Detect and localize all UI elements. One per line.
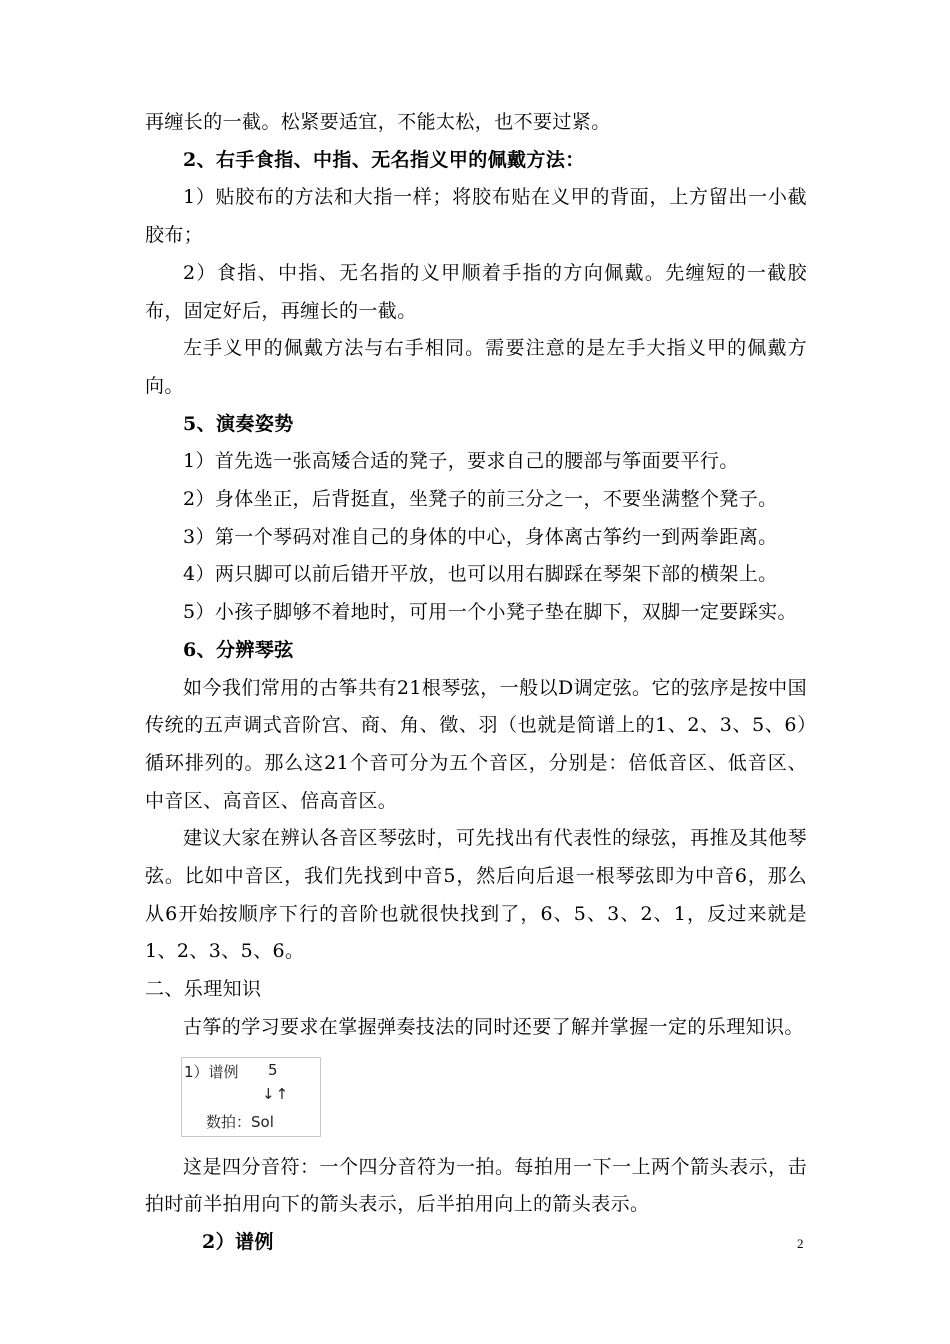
- paragraph: 这是四分音符：一个四分音符为一拍。每拍用一下一上两个箭头表示，击拍时前半拍用向下的箭头表示，后半拍用向上的箭头表示。: [145, 1155, 807, 1216]
- paragraph: 再缠长的一截。松紧要适宜，不能太松，也不要过紧。: [145, 111, 611, 133]
- paragraph: 6、分辨琴弦: [183, 638, 294, 661]
- music-example-figure: [181, 1057, 321, 1137]
- figure-label: 1）谱例: [184, 1062, 239, 1081]
- figure-note: 5: [268, 1060, 278, 1079]
- paragraph: 古筝的学习要求在掌握弹奏技法的同时还要了解并掌握一定的乐理知识。: [183, 1015, 804, 1038]
- paragraph: 左手义甲的佩戴方法与右手相同。需要注意的是左手大指义甲的佩戴方向。: [145, 337, 807, 397]
- page-content: [145, 104, 807, 1262]
- paragraph: 2、右手食指、中指、无名指义甲的佩戴方法：: [183, 148, 585, 171]
- paragraph: 5）小孩子脚够不着地时，可用一个小凳子垫在脚下，双脚一定要踩实。: [183, 601, 797, 624]
- beat-arrows-icon: ↓↑: [262, 1084, 290, 1103]
- paragraph: 如今我们常用的古筝共有21根琴弦，一般以D调定弦。它的弦序是按中国传统的五声调式音阶宫、商、角、徵、羽（也就是简谱上的1、2、3、5、6）循环排列的。那么这21个音可分为五个音区，分别是：倍低音区、低音区、中音区、高音区、倍高音区。: [145, 676, 807, 812]
- page-number: 2: [797, 1236, 804, 1251]
- paragraph: 二、乐理知识: [145, 978, 262, 1001]
- paragraph: 1）首先选一张高矮合适的凳子，要求自己的腰部与筝面要平行。: [183, 450, 739, 473]
- paragraph: 3）第一个琴码对准自己的身体的中心，身体离古筝约一到两拳距离。: [183, 525, 778, 548]
- paragraph: 2）食指、中指、无名指的义甲顺着手指的方向佩戴。先缠短的一截胶布，固定好后，再缠长的一截。: [145, 261, 807, 322]
- paragraph: 2）身体坐正，后背挺直，坐凳子的前三分之一，不要坐满整个凳子。: [183, 488, 778, 511]
- paragraph: 2）谱例: [202, 1230, 274, 1253]
- paragraph: 建议大家在辨认各音区琴弦时，可先找出有代表性的绿弦，再推及其他琴弦。比如中音区，我们先找到中音5，然后向后退一根琴弦即为中音6，那么从6开始按顺序下行的音阶也就很快找到了，6、5、3、2、1，反过来就是1、2、3、5、6。: [145, 827, 807, 963]
- paragraph: 4）两只脚可以前后错开平放，也可以用右脚踩在琴架下部的横架上。: [183, 563, 778, 586]
- paragraphs-top: [145, 104, 807, 1047]
- paragraphs-bottom: [145, 1149, 807, 1262]
- paragraph: 1）贴胶布的方法和大指一样；将胶布贴在义甲的背面，上方留出一小截胶布；: [145, 186, 807, 247]
- paragraph: 5、演奏姿势: [183, 412, 294, 435]
- figure-beat-text: 数拍：Sol: [206, 1112, 274, 1131]
